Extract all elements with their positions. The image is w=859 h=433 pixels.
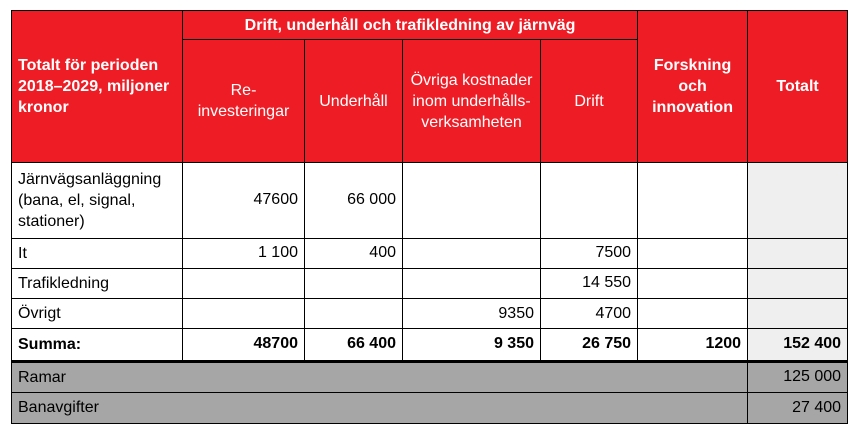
- cell-ovriga: [403, 268, 541, 298]
- ramar-row: [12, 361, 848, 392]
- table-row: [12, 268, 848, 298]
- cell-underhall: 400: [305, 238, 403, 268]
- row-label: Trafikledning: [12, 268, 183, 298]
- sum-drift: 26 750: [541, 329, 638, 361]
- sum-underhall: 66 400: [305, 329, 403, 361]
- cell-ovriga: [403, 163, 541, 239]
- cell-totalt: [748, 268, 848, 298]
- cell-underhall: [305, 268, 403, 298]
- cell-underhall: [305, 299, 403, 329]
- table-row: [12, 163, 848, 239]
- sum-forskning: 1200: [638, 329, 748, 361]
- cell-drift: [541, 163, 638, 239]
- sum-label: Summa:: [12, 329, 183, 361]
- cell-drift: 14 550: [541, 268, 638, 298]
- group-header: Drift, underhåll och trafikledning av järnväg: [183, 11, 638, 40]
- cell-drift: 7500: [541, 238, 638, 268]
- cell-forskning: [638, 268, 748, 298]
- cell-reinvest: [183, 299, 305, 329]
- budget-table: [11, 10, 848, 424]
- cell-underhall: 66 000: [305, 163, 403, 239]
- table-row: [12, 299, 848, 329]
- banavgifter-label: Banavgifter: [12, 392, 748, 423]
- cell-totalt: [748, 238, 848, 268]
- column-header-reinvest: Re-investeringar: [183, 40, 305, 163]
- ramar-label: Ramar: [12, 361, 748, 392]
- cell-totalt: [748, 163, 848, 239]
- ramar-value: 125 000: [748, 361, 848, 392]
- cell-forskning: [638, 299, 748, 329]
- cell-forskning: [638, 238, 748, 268]
- banavgifter-value: 27 400: [748, 392, 848, 423]
- sum-ovriga: 9 350: [403, 329, 541, 361]
- sum-totalt: 152 400: [748, 329, 848, 361]
- sum-row: [12, 329, 848, 361]
- row-label: Järnvägsanläggning (bana, el, signal, stationer): [12, 163, 183, 239]
- cell-ovriga: [403, 238, 541, 268]
- column-header-drift: Drift: [541, 40, 638, 163]
- row-label: Övrigt: [12, 299, 183, 329]
- sum-reinvest: 48700: [183, 329, 305, 361]
- column-header-ovriga: Övriga kostnader inom underhålls-verksamheten: [403, 40, 541, 163]
- column-header-totalt: Totalt: [748, 11, 848, 163]
- corner-header: Totalt för perioden 2018–2029, miljoner kronor: [12, 11, 183, 163]
- cell-ovriga: 9350: [403, 299, 541, 329]
- column-header-underhall: Underhåll: [305, 40, 403, 163]
- cell-totalt: [748, 299, 848, 329]
- cell-reinvest: 47600: [183, 163, 305, 239]
- cell-reinvest: 1 100: [183, 238, 305, 268]
- cell-forskning: [638, 163, 748, 239]
- banavgifter-row: [12, 392, 848, 423]
- cell-drift: 4700: [541, 299, 638, 329]
- cell-reinvest: [183, 268, 305, 298]
- column-header-forskning: Forskning och innovation: [638, 11, 748, 163]
- table-row: [12, 238, 848, 268]
- row-label: It: [12, 238, 183, 268]
